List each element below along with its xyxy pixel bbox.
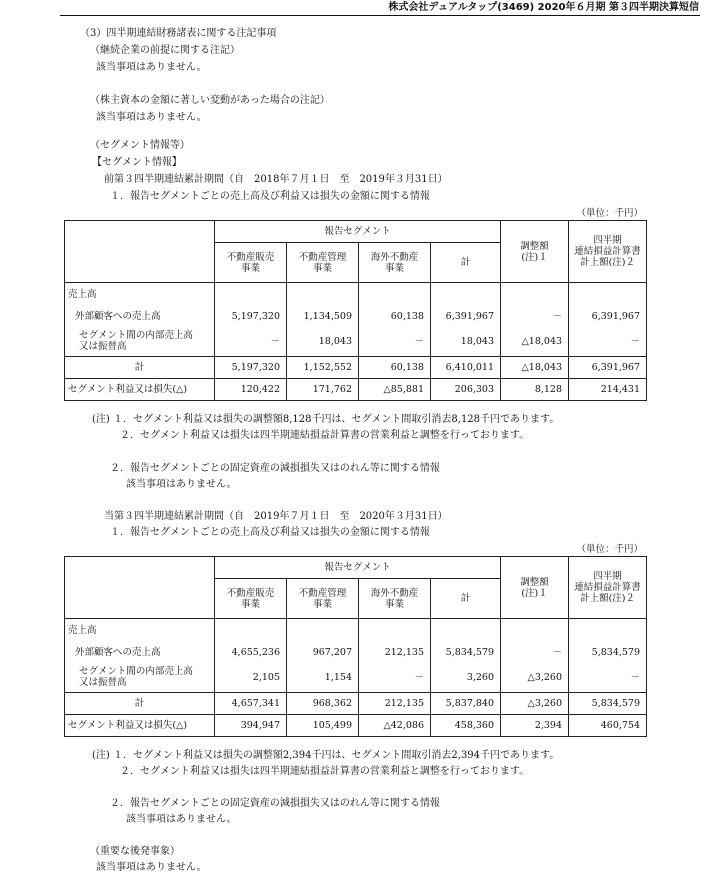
prev-period-title: 前第３四半期連結累計期間（自 2018年７月１日 至 2019年３月31日） [104,174,448,185]
segment-subtitle: 【セグメント情報】 [92,157,182,168]
table-row [65,307,647,327]
table-cell: － [215,327,287,357]
table-cell: 212,135 [359,693,431,715]
prev-header-sales: 不動産販売 事業 [215,243,287,283]
equity-body: 該当事項はありません。 [96,112,207,123]
table-cell: 968,362 [287,693,359,715]
table-cell: 4,657,341 [215,693,287,715]
table-row [65,663,647,693]
table-cell: 5,834,579 [569,643,647,663]
table-cell: △42,086 [359,715,431,737]
table-cell: 212,135 [359,643,431,663]
table-cell: 1,134,509 [287,307,359,327]
notes-title: （3）四半期連結財務諸表に関する注記事項 [80,28,277,39]
prev-row-external-label: 外部顧客への売上高 [65,307,215,327]
table-cell: 2,105 [215,663,287,693]
subsequent-events-body: 該当事項はありません。 [96,862,207,873]
prev-row-sales-label: 売上高 [65,283,215,307]
curr-header-blank [65,557,215,619]
table-cell: － [501,307,569,327]
table-cell: － [501,643,569,663]
table-cell: 105,499 [287,715,359,737]
table-cell: 967,207 [287,643,359,663]
curr-period-title: 当第３四半期連結累計期間（自 2019年７月１日 至 2020年３月31日） [104,511,448,522]
table-cell: △3,260 [501,663,569,693]
table-cell: 4,655,236 [215,643,287,663]
prev-item2-title: ２．報告セグメントごとの固定資産の減損損失又はのれん等に関する情報 [110,463,440,474]
table-cell: 18,043 [431,327,501,357]
table-row [65,327,647,357]
table-cell: 6,391,967 [569,357,647,379]
table-cell: 6,391,967 [431,307,501,327]
table-cell: 5,834,579 [431,643,501,663]
curr-row-sales-label: 売上高 [65,619,215,643]
curr-header-sales: 不動産販売 事業 [215,579,287,619]
table-cell: 2,394 [501,715,569,737]
table-cell: 6,391,967 [569,307,647,327]
table-cell: 171,762 [287,379,359,401]
table-row [65,643,647,663]
prev-header-total: 計 [431,243,501,283]
table-cell: 18,043 [287,327,359,357]
table-cell: 8,128 [501,379,569,401]
prev-header-adjust: 調整額 (注)１ [501,221,569,283]
segment-title: （セグメント情報等） [90,140,190,151]
table-cell: 5,834,579 [569,693,647,715]
table-cell: 394,947 [215,715,287,737]
prev-header-consolidated: 四半期 連結損益計算書 計上額(注)２ [569,221,647,283]
curr-header-consolidated: 四半期 連結損益計算書 計上額(注)２ [569,557,647,619]
curr-header-total: 計 [431,579,501,619]
prev-row-total-label: 計 [65,357,215,379]
table-cell: 1,154 [287,663,359,693]
table-cell: 460,754 [569,715,647,737]
equity-title: （株主資本の金額に著しい変動があった場合の注記） [90,95,330,106]
prev-header-blank [65,221,215,283]
table-cell: 60,138 [359,307,431,327]
prev-row-profit-label: セグメント利益又は損失(△) [65,379,215,401]
prev-item1-title: １．報告セグメントごとの売上高及び利益又は損失の金額に関する情報 [110,191,430,202]
table-cell: － [359,663,431,693]
table-cell: △18,043 [501,357,569,379]
prev-header-reporting-segment: 報告セグメント [215,221,501,243]
curr-header-mgmt: 不動産管理 事業 [287,579,359,619]
table-cell: 5,197,320 [215,307,287,327]
going-concern-title: （継続企業の前提に関する注記） [90,45,240,56]
table-row [65,715,647,737]
curr-header-adjust: 調整額 (注)１ [501,557,569,619]
curr-header-overseas: 海外不動産 事業 [359,579,431,619]
table-cell: △85,881 [359,379,431,401]
curr-item1-title: １．報告セグメントごとの売上高及び利益又は損失の金額に関する情報 [110,527,430,538]
prev-unit-label: （単位：千円） [576,208,643,219]
prev-note-2: ２．セグメント利益又は損失は四半期連結損益計算書の営業利益と調整を行っております。 [120,430,530,441]
curr-segment-table [64,556,647,737]
table-row [65,693,647,715]
table-cell: △3,260 [501,693,569,715]
curr-unit-label: （単位：千円） [576,544,643,555]
header-rule [60,15,700,16]
table-cell: － [569,327,647,357]
prev-item2-body: 該当事項はありません。 [126,479,237,490]
table-cell: 60,138 [359,357,431,379]
curr-row-external-label: 外部顧客への売上高 [65,643,215,663]
subsequent-events-title: （重要な後発事象） [90,846,180,857]
prev-header-overseas: 海外不動産 事業 [359,243,431,283]
going-concern-body: 該当事項はありません。 [96,62,207,73]
table-cell: 5,197,320 [215,357,287,379]
prev-row-internal-label: セグメント間の内部売上高 又は振替高 [65,327,215,357]
curr-header-reporting-segment: 報告セグメント [215,557,501,579]
curr-item2-body: 該当事項はありません。 [126,814,237,825]
page-header-title: 株式会社デュアルタップ(3469) 2020年６月期 第３四半期決算短信 [388,2,699,13]
table-cell: 1,152,552 [287,357,359,379]
curr-row-total-label: 計 [65,693,215,715]
curr-item2-title: ２．報告セグメントごとの固定資産の減損損失又はのれん等に関する情報 [110,798,440,809]
table-row [65,379,647,401]
prev-header-mgmt: 不動産管理 事業 [287,243,359,283]
table-cell: 120,422 [215,379,287,401]
table-cell: 6,410,011 [431,357,501,379]
curr-note-1: (注) １．セグメント利益又は損失の調整額2,394千円は、セグメント間取引消去2,394千円であります。 [92,750,560,761]
table-cell: － [569,663,647,693]
table-cell: 3,260 [431,663,501,693]
curr-note-2: ２．セグメント利益又は損失は四半期連結損益計算書の営業利益と調整を行っております。 [120,766,530,777]
table-cell: － [359,327,431,357]
curr-row-internal-label: セグメント間の内部売上高 又は振替高 [65,663,215,693]
table-cell: 458,360 [431,715,501,737]
table-cell: 206,303 [431,379,501,401]
table-cell: 214,431 [569,379,647,401]
prev-segment-table [64,220,647,401]
prev-note-1: (注) １．セグメント利益又は損失の調整額8,128千円は、セグメント間取引消去8,128千円であります。 [92,414,560,425]
curr-row-profit-label: セグメント利益又は損失(△) [65,715,215,737]
table-cell: 5,837,840 [431,693,501,715]
table-cell: △18,043 [501,327,569,357]
table-row [65,357,647,379]
